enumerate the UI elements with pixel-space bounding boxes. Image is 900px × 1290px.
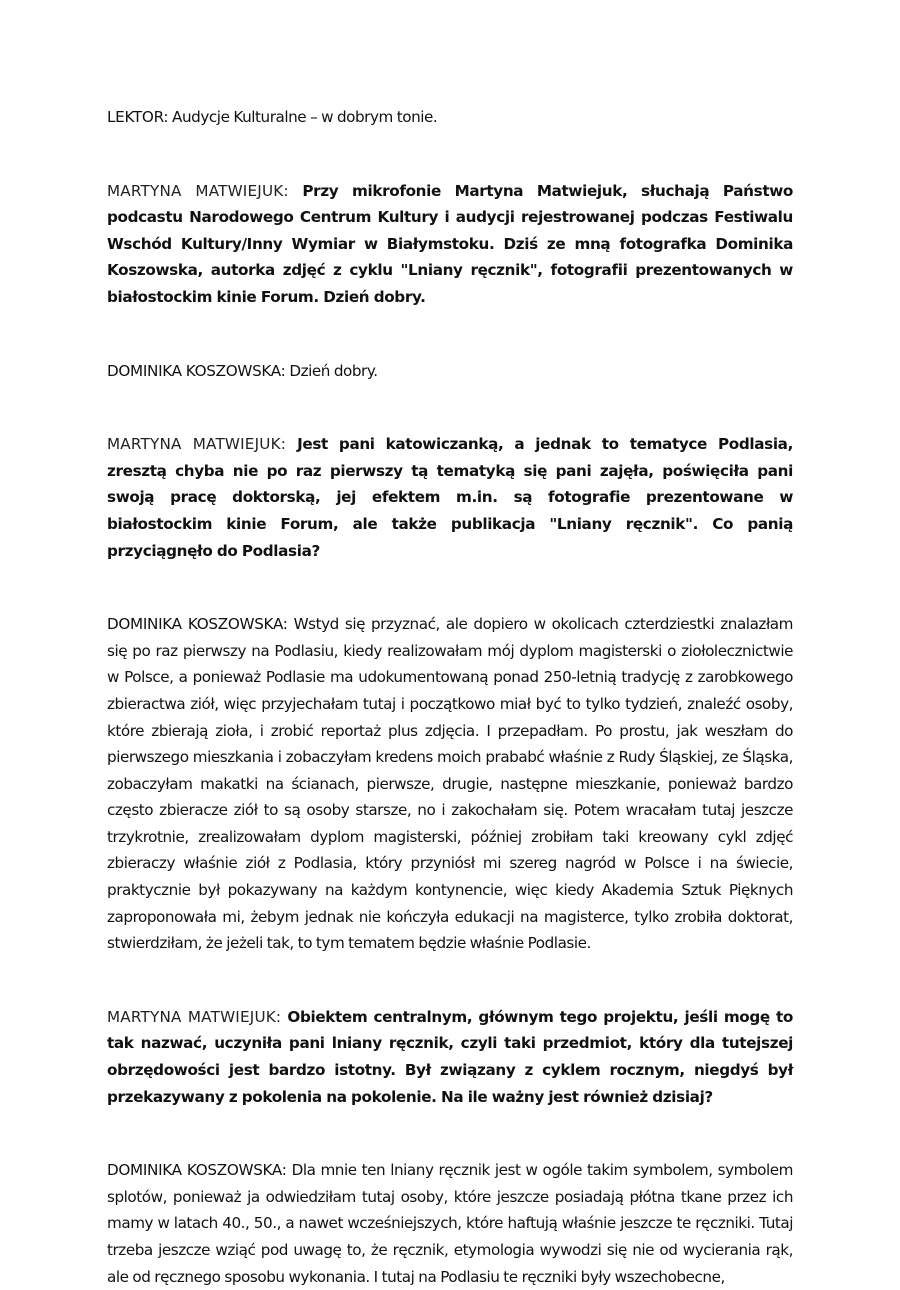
paragraph-lektor-intro xyxy=(107,104,793,131)
speaker-label: DOMINIKA KOSZOWSKA: xyxy=(107,1161,287,1180)
spacer xyxy=(107,1110,793,1157)
paragraph-question-2 xyxy=(107,431,793,564)
spacer xyxy=(107,384,793,431)
paragraph-text: Obiektem centralnym, głównym tego projektu, jeśli mogę to tak nazwać, uczyniła pani lniany ręcznik, czyli taki przedmiot, który dla tutejszej obrzędowości jest bardzo istotny. Był związany z cyklem rocznym, niegdyś był przekazywany z pokolenia na pokolenie. Na ile ważny jest również dzisiaj? xyxy=(107,1007,793,1106)
paragraph-question-3 xyxy=(107,1004,793,1110)
paragraph-text: Jest pani katowiczanką, a jednak to tematyce Podlasia, zresztą chyba nie po raz pierwszy tą tematyką się pani zajęła, poświęciła pani swoją pracę doktorską, jej efektem m.in. są fotografie prezentowane w białostockim kinie Forum, ale także publikacja "Lniany ręcznik". Co panią przyciągnęło do Podlasia? xyxy=(107,435,793,560)
document-page xyxy=(107,104,793,1290)
speaker-label: DOMINIKA KOSZOWSKA: xyxy=(107,361,286,380)
speaker-label: DOMINIKA KOSZOWSKA: xyxy=(107,615,288,634)
paragraph-text: Przy mikrofonie Martyna Matwiejuk, słuchają Państwo podcastu Narodowego Centrum Kultury i audycji rejestrowanej podczas Festiwalu Wschód Kultury/Inny Wymiar w Białymstoku. Dziś ze mną fotografka Dominika Koszowska, autorka zdjęć z cyklu "Lniany ręcznik", fotografii prezentowanych w białostockim kinie Forum. Dzień dobry. xyxy=(107,181,793,306)
paragraph-text: Dla mnie ten lniany ręcznik jest w ogóle takim symbolem, symbolem splotów, ponieważ ja odwiedziłam tutaj osoby, które jeszcze posiadają płótna tkane przez ich mamy w latach 40., 50., a nawet wcześniejszych, które haftują właśnie jeszcze te ręczniki. Tutaj trzeba jeszcze wziąć pod uwagę to, że ręcznik, etymologia wywodzi się nie od wycierania rąk, ale od ręcznego sposobu wykonania. I tutaj na Podlasiu te ręczniki były wszechobecne, xyxy=(107,1161,793,1286)
speaker-label: MARTYNA MATWIEJUK: xyxy=(107,1007,282,1026)
spacer xyxy=(107,131,793,178)
paragraph-text: Dzień dobry. xyxy=(285,361,378,380)
paragraph-answer-1 xyxy=(107,611,793,957)
paragraph-text: Audycje Kulturalne – w dobrym tonie. xyxy=(168,108,438,126)
speaker-label: MARTYNA MATWIEJUK: xyxy=(107,181,289,200)
spacer xyxy=(107,311,793,358)
spacer xyxy=(107,957,793,1004)
spacer xyxy=(107,564,793,611)
speaker-label: MARTYNA MATWIEJUK: xyxy=(107,435,287,454)
speaker-label: LEKTOR: xyxy=(107,108,169,126)
paragraph-question-1 xyxy=(107,178,793,311)
paragraph-text: Wstyd się przyznać, ale dopiero w okolicach czterdziestki znalazłam się po raz pierwszy na Podlasiu, kiedy realizowałam mój dyplom magisterski o ziołolecznictwie w Polsce, a ponieważ Podlasie ma udokumentowaną ponad 250-letnią tradycję z zarobkowego zbieractwa ziół, więc przyjechałam tutaj i początkowo miał być to tylko tydzień, znaleźć osoby, które zbierają zioła, i zrobić reportaż plus zdjęcia. I przepadłam. Po prostu, jak weszłam do pierwszego mieszkania i zobaczyłam kredens moich prababć właśnie z Rudy Śląskiej, ze Śląska, zobaczyłam makatki na ścianach, pierwsze, drugie, następne mieszkanie, ponieważ bardzo często zbieracze ziół to są osoby starsze, no i zakochałam się. Potem wracałam tutaj jeszcze trzykrotnie, zrealizowałam dyplom magisterski, później zrobiłam taki kreowany cykl zdjęć zbieraczy właśnie ziół z Podlasia, który przyniósł mi szereg nagród w Polsce i na świecie, praktycznie był pokazywany na każdym kontynencie, więc kiedy Akademia Sztuk Pięknych zaproponowała mi, żebym jednak nie kończyła edukacji na magisterce, tylko zrobiła doktorat, stwierdziłam, że jeżeli tak, to tym tematem będzie właśnie Podlasie. xyxy=(107,615,794,953)
paragraph-answer-2 xyxy=(107,1157,793,1290)
paragraph-answer-greeting xyxy=(107,358,793,385)
